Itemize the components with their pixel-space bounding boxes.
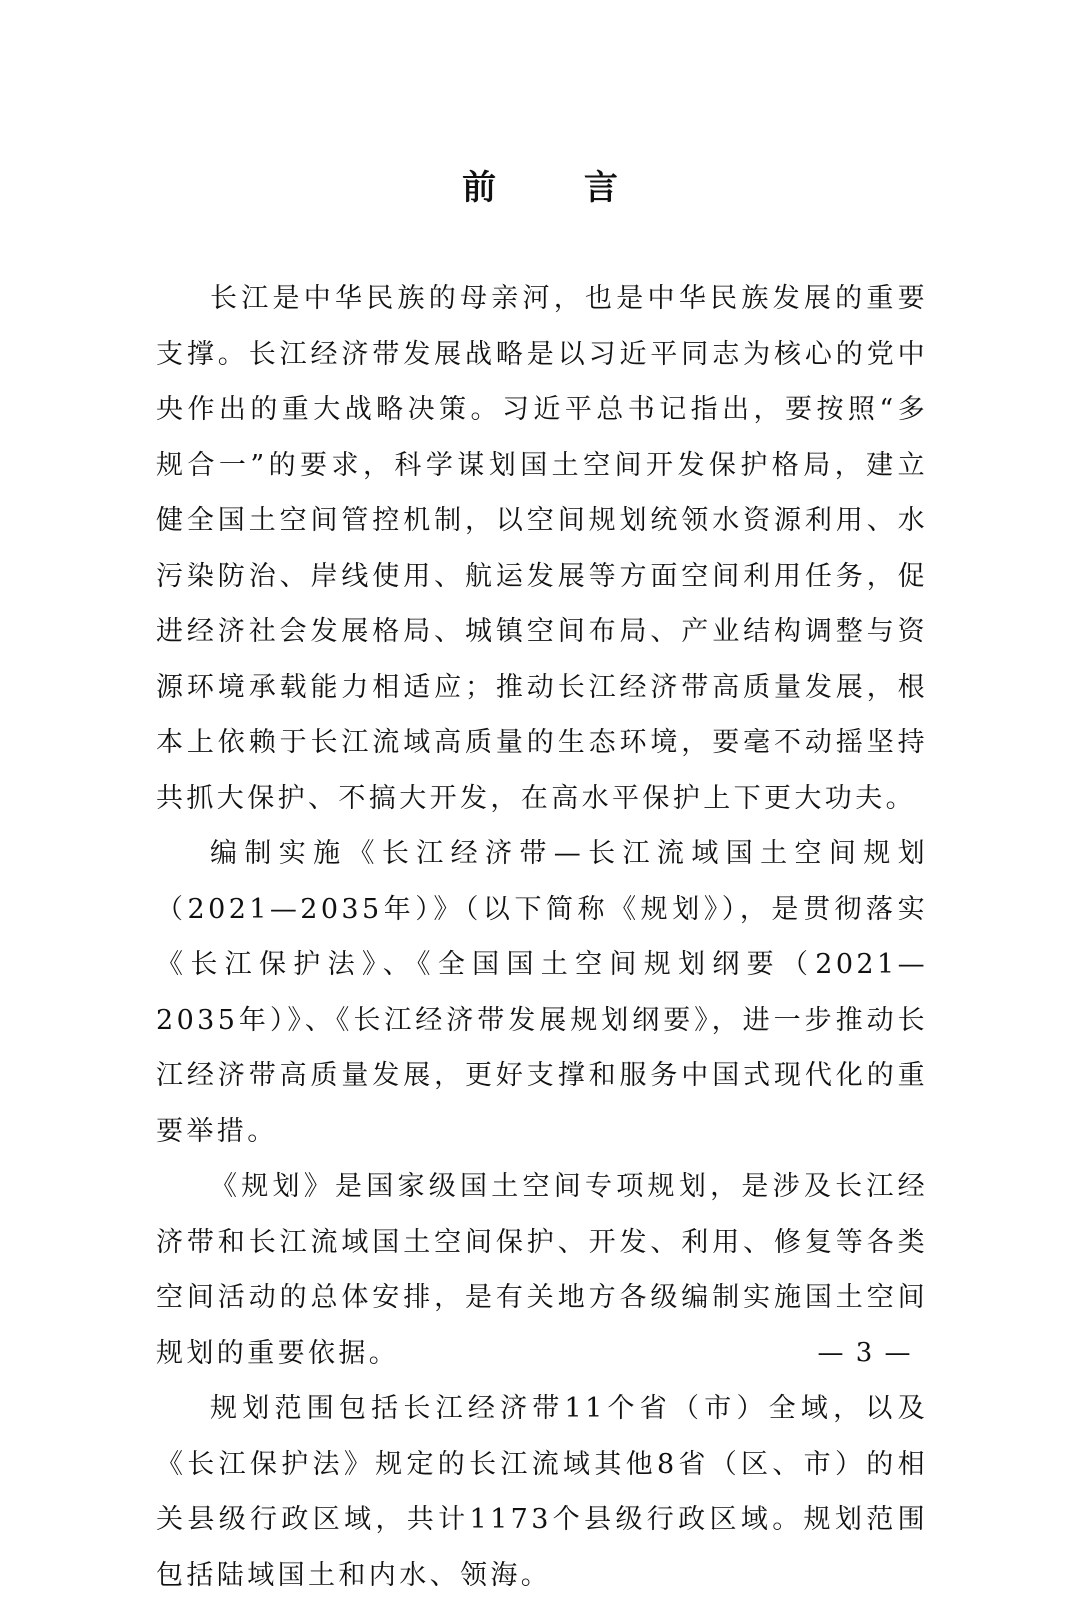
body-text bbox=[156, 271, 928, 1603]
paragraph-3: 《规划》是国家级国土空间专项规划，是涉及长江经济带和长江流域国土空间保护、开发、利用、修复等各类空间活动的总体安排，是有关地方各级编制实施国土空间规划的重要依据。 bbox=[156, 1171, 928, 1369]
page-number: — 3 — bbox=[817, 1338, 913, 1368]
paragraph-4: 规划范围包括长江经济带11个省（市）全域，以及《长江保护法》规定的长江流域其他8省（区、市）的相关县级行政区域，共计1173个县级行政区域。规划范围包括陆域国土和内水、领海。 bbox=[156, 1393, 928, 1591]
page-title: 前 言 bbox=[462, 168, 656, 208]
paragraph-1: 长江是中华民族的母亲河，也是中华民族发展的重要支撑。长江经济带发展战略是以习近平同志为核心的党中央作出的重大战略决策。习近平总书记指出，要按照“多规合一”的要求，科学谋划国土空间开发保护格局，建立健全国土空间管控机制，以空间规划统领水资源利用、水污染防治、岸线使用、航运发展等方面空间利用任务，促进经济社会发展格局、城镇空间布局、产业结构调整与资源环境承载能力相适应；推动长江经济带高质量发展，根本上依赖于长江流域高质量的生态环境，要毫不动摇坚持共抓大保护、不搞大开发，在高水平保护上下更大功夫。 bbox=[156, 283, 928, 814]
paragraph-2: 编制实施《长江经济带—长江流域国土空间规划（2021—2035年）》（以下简称《规划》），是贯彻落实《长江保护法》、《全国国土空间规划纲要（2021—2035年）》、《长江经济带发展规划纲要》，进一步推动长江经济带高质量发展，更好支撑和服务中国式现代化的重要举措。 bbox=[156, 838, 928, 1147]
